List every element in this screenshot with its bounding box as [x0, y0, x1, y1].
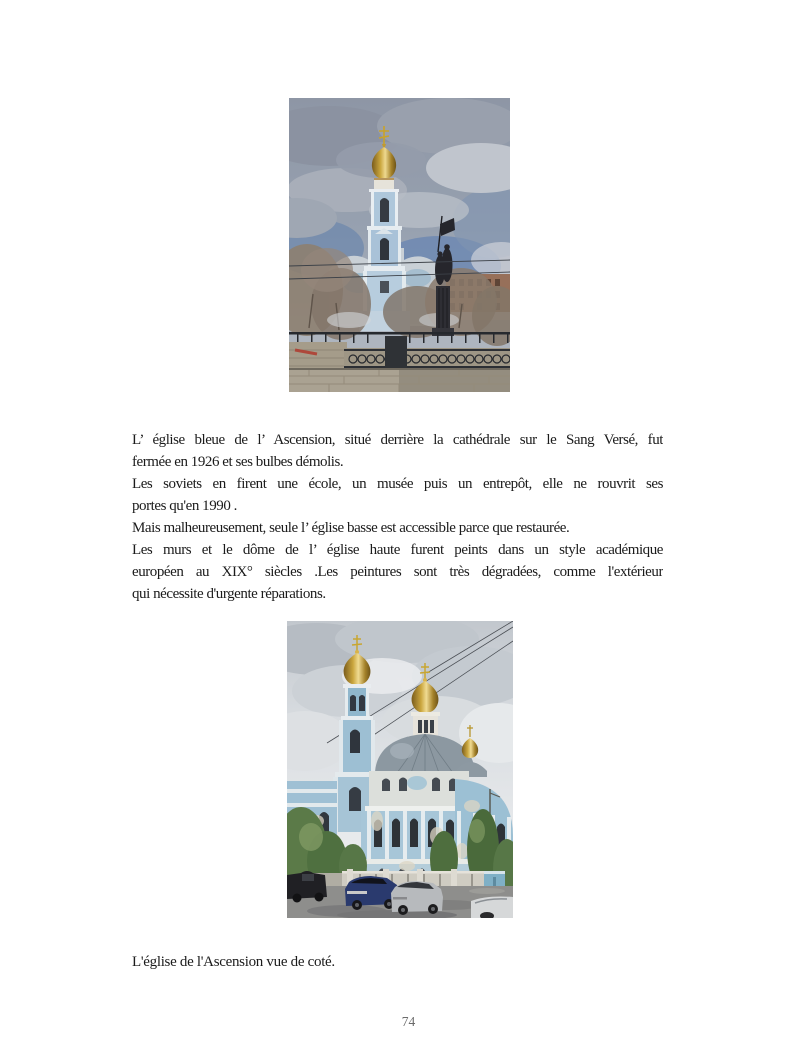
page-number: 74	[401, 1014, 416, 1029]
photo-ascension-bell-tower	[289, 98, 510, 392]
body-text	[132, 429, 663, 605]
church-side-view-illustration	[287, 621, 513, 918]
photo-ascension-side-view	[287, 621, 513, 918]
paragraph-4-line-2: européen au XIX° siècles .Les peintures sont très dégradées, comme l'extérieur	[132, 564, 663, 580]
paragraph-3-line-1: Mais malheureusement, seule l’ église basse est accessible parce que restaurée.	[132, 520, 570, 536]
paragraph-2-line-2: portes qu'en 1990 .	[132, 498, 237, 514]
paragraph-2-line-1: Les soviets en firent une école, un musée puis un entrepôt, elle ne rouvrit ses	[132, 476, 663, 492]
bell-tower-illustration	[289, 98, 510, 392]
photo-caption: L'église de l'Ascension vue de coté.	[132, 954, 335, 970]
paragraph-4-line-3: qui nécessite d'urgente réparations.	[132, 586, 326, 602]
paragraph-1-line-2: fermée en 1926 et ses bulbes démolis.	[132, 454, 344, 470]
paragraph-1-line-1: L’ église bleue de l’ Ascension, situé derrière la cathédrale sur le Sang Versé, fut	[132, 432, 663, 448]
paragraph-4-line-1: Les murs et le dôme de l’ église haute furent peints dans un style académique	[132, 542, 663, 558]
